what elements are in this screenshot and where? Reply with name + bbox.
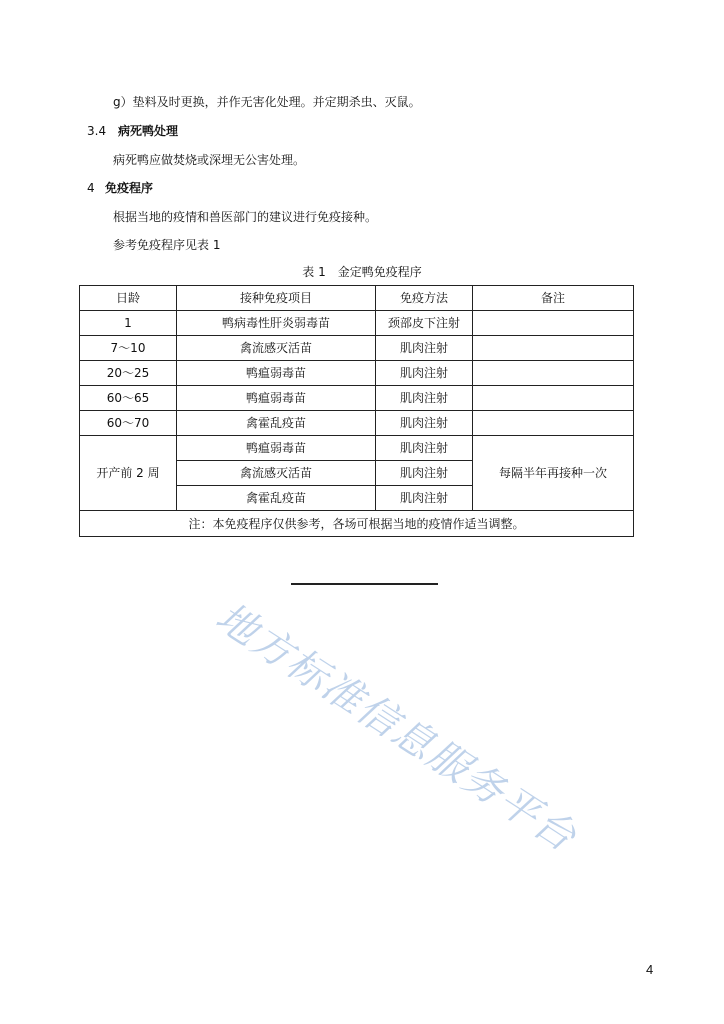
cell-vaccine: 禽流感灭活苗 bbox=[177, 336, 376, 361]
cell-age: 60～70 bbox=[80, 411, 177, 436]
cell-method: 肌肉注射 bbox=[376, 411, 473, 436]
cell-remark bbox=[473, 361, 634, 386]
cell-remark bbox=[473, 311, 634, 336]
watermark: 地方标准信息服务平台 bbox=[207, 594, 585, 862]
page-number: 4 bbox=[646, 962, 654, 977]
cell-vaccine: 禽霍乱疫苗 bbox=[177, 486, 376, 511]
table-row bbox=[80, 311, 634, 336]
section-4-text-1: 根据当地的疫情和兽医部门的建议进行免疫接种。 bbox=[113, 210, 378, 224]
table-row bbox=[80, 336, 634, 361]
cell-method: 肌肉注射 bbox=[376, 486, 473, 511]
section-3-4-text: 病死鸭应做焚烧或深埋无公害处理。 bbox=[113, 153, 306, 167]
table-header-row bbox=[80, 286, 634, 311]
header-vaccine: 接种免疫项目 bbox=[177, 286, 376, 311]
table-note-row bbox=[80, 511, 634, 537]
cell-method: 肌肉注射 bbox=[376, 361, 473, 386]
table-row bbox=[80, 386, 634, 411]
end-rule bbox=[291, 583, 438, 585]
cell-vaccine: 鸭病毒性肝炎弱毒苗 bbox=[177, 311, 376, 336]
cell-vaccine: 禽流感灭活苗 bbox=[177, 461, 376, 486]
section-4-heading bbox=[87, 181, 153, 195]
cell-method: 肌肉注射 bbox=[376, 336, 473, 361]
cell-remark-group: 每隔半年再接种一次 bbox=[473, 436, 634, 511]
cell-age-group: 开产前 2 周 bbox=[80, 436, 177, 511]
item-g-text: g）垫料及时更换，并作无害化处理。并定期杀虫、灭鼠。 bbox=[113, 95, 421, 109]
table-row bbox=[80, 411, 634, 436]
cell-vaccine: 鸭瘟弱毒苗 bbox=[177, 436, 376, 461]
cell-method: 肌肉注射 bbox=[376, 386, 473, 411]
cell-vaccine: 鸭瘟弱毒苗 bbox=[177, 386, 376, 411]
cell-method: 颈部皮下注射 bbox=[376, 311, 473, 336]
section-4-text-2: 参考免疫程序见表 1 bbox=[113, 238, 221, 252]
cell-method: 肌肉注射 bbox=[376, 461, 473, 486]
section-number: 3.4 bbox=[87, 124, 107, 138]
cell-vaccine: 鸭瘟弱毒苗 bbox=[177, 361, 376, 386]
cell-method: 肌肉注射 bbox=[376, 436, 473, 461]
header-remark: 备注 bbox=[473, 286, 634, 311]
cell-remark bbox=[473, 336, 634, 361]
section-3-4-heading bbox=[87, 124, 178, 138]
section-title: 病死鸭处理 bbox=[118, 124, 179, 138]
cell-vaccine: 禽霍乱疫苗 bbox=[177, 411, 376, 436]
table-caption: 表 1 金定鸭免疫程序 bbox=[302, 265, 422, 279]
immunization-table bbox=[79, 285, 634, 537]
cell-age: 1 bbox=[80, 311, 177, 336]
header-age: 日龄 bbox=[80, 286, 177, 311]
header-method: 免疫方法 bbox=[376, 286, 473, 311]
section-title: 免疫程序 bbox=[105, 181, 154, 195]
cell-age: 20～25 bbox=[80, 361, 177, 386]
cell-remark bbox=[473, 411, 634, 436]
cell-age: 60～65 bbox=[80, 386, 177, 411]
cell-remark bbox=[473, 386, 634, 411]
table-note: 注：本免疫程序仅供参考，各场可根据当地的疫情作适当调整。 bbox=[80, 511, 634, 537]
table-row bbox=[80, 361, 634, 386]
cell-age: 7～10 bbox=[80, 336, 177, 361]
section-number: 4 bbox=[87, 181, 95, 195]
table-row bbox=[80, 436, 634, 461]
